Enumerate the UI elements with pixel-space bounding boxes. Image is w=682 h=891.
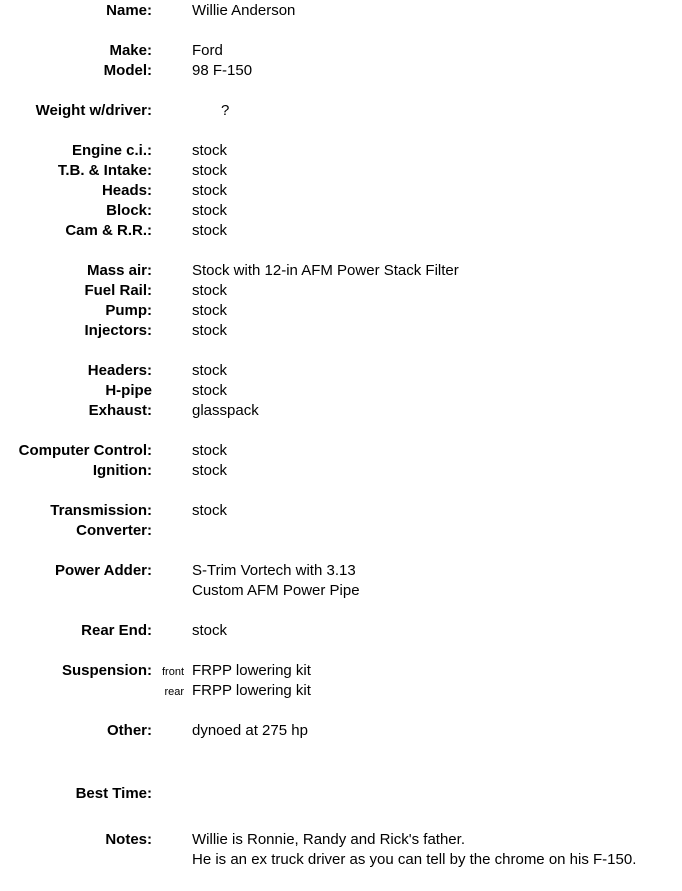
suspension-rear-label: rear [164,686,184,698]
ignition-value: stock [192,462,228,479]
pump-value: stock [192,302,228,319]
make-label: Make: [109,42,152,59]
heads-label: Heads: [101,182,152,199]
cam-label: Cam & R.R.: [65,222,152,239]
injectors-label: Injectors: [84,322,152,339]
cam-value: stock [192,222,228,239]
weight-value: ? [221,102,230,119]
notes-value-2: He is an ex truck driver as you can tell by the chrome on his F-150. [192,851,637,868]
rear-end-label: Rear End: [81,622,152,639]
fuel-rail-label: Fuel Rail: [84,282,152,299]
tb-intake-value: stock [192,162,228,179]
mass-air-label: Mass air: [86,262,152,279]
weight-label: Weight w/driver: [35,102,152,119]
pump-label: Pump: [105,302,152,319]
suspension-rear-value: FRPP lowering kit [192,682,311,699]
suspension-label: Suspension: [61,662,152,679]
transmission-label: Transmission: [50,502,152,519]
other-label: Other: [107,722,152,739]
headers-label: Headers: [87,362,152,379]
computer-control-label: Computer Control: [18,442,152,459]
converter-label: Converter: [76,522,152,539]
best-time-label: Best Time: [75,785,152,802]
make-value: Ford [192,42,223,59]
exhaust-value: glasspack [192,402,259,419]
block-value: stock [192,202,228,219]
heads-value: stock [192,182,228,199]
block-label: Block: [106,202,152,219]
suspension-front-label: front [161,666,184,678]
name-value: Willie Anderson [192,2,296,19]
other-value: dynoed at 275 hp [192,722,308,739]
suspension-front-value: FRPP lowering kit [192,662,311,679]
h-pipe-label: H-pipe [105,382,152,399]
model-label: Model: [103,62,152,79]
computer-control-value: stock [192,442,228,459]
transmission-value: stock [192,502,228,519]
rear-end-value: stock [192,622,228,639]
injectors-value: stock [192,322,228,339]
mass-air-value: Stock with 12-in AFM Power Stack Filter [192,262,459,279]
engine-value: stock [192,142,228,159]
h-pipe-value: stock [192,382,228,399]
headers-value: stock [192,362,228,379]
tb-intake-label: T.B. & Intake: [57,162,152,179]
power-adder-value-2: Custom AFM Power Pipe [192,582,360,599]
notes-value-1: Willie is Ronnie, Randy and Rick's father. [192,831,465,848]
ignition-label: Ignition: [92,462,152,479]
notes-label: Notes: [105,831,152,848]
engine-label: Engine c.i.: [71,142,152,159]
exhaust-label: Exhaust: [88,402,152,419]
name-label: Name: [106,2,152,19]
fuel-rail-value: stock [192,282,228,299]
power-adder-label: Power Adder: [55,562,152,579]
power-adder-value-1: S-Trim Vortech with 3.13 [192,562,356,579]
model-value: 98 F-150 [192,62,253,79]
